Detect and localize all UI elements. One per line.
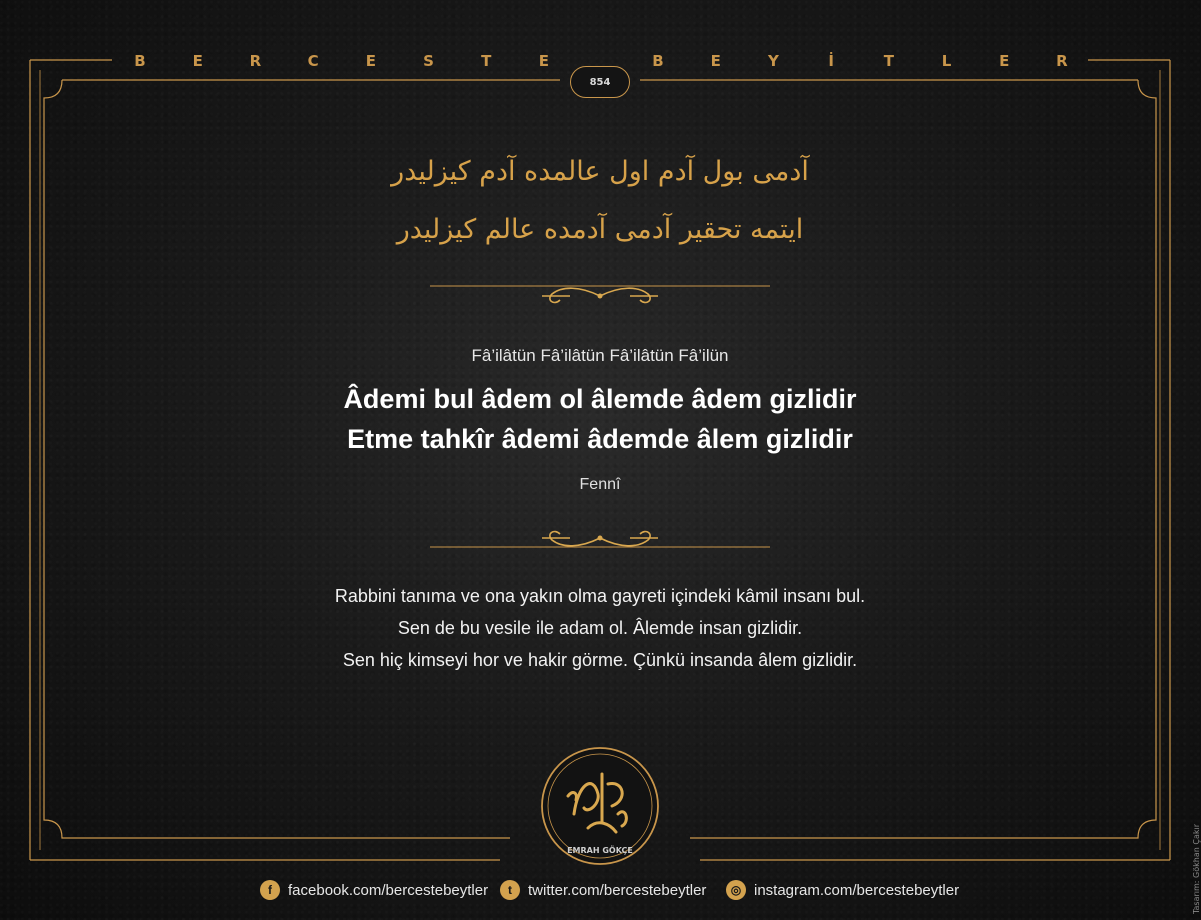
facebook-url[interactable]: facebook.com/bercestebeytler — [288, 881, 489, 899]
title-letter: S — [423, 52, 434, 70]
instagram-url[interactable]: instagram.com/bercestebeytler — [754, 881, 960, 899]
arabic-line-1: آدمی بول آدم اول عالمده آدم کیزلیدر — [391, 156, 809, 187]
facebook-link[interactable] — [260, 880, 488, 900]
title-word-beyitler — [650, 52, 1070, 70]
explanation-line-2: Sen de bu vesile ile adam ol. Âlemde insan gizlidir. — [397, 618, 803, 638]
arabic-line-2: ایتمه تحقیر آدمی آدمده عالم کیزلیدر — [396, 214, 804, 245]
title-letter: R — [1056, 52, 1068, 70]
title-letter: E — [538, 52, 550, 70]
title-word-bercește — [132, 52, 552, 70]
design-credit: Tasarım: Gökhan Çakır — [1192, 824, 1201, 915]
instagram-link[interactable] — [726, 880, 959, 900]
title-letter: R — [249, 52, 262, 70]
ornament-divider-bottom — [430, 524, 770, 554]
instagram-icon: ◎ — [726, 880, 746, 900]
title-letter: T — [481, 52, 492, 70]
meter-pattern: Fâ’ilâtün Fâ’ilâtün Fâ’ilâtün Fâ’ilün — [471, 346, 729, 365]
facebook-icon: f — [260, 880, 280, 900]
title-letter: E — [710, 52, 721, 70]
verse-line-1: Âdemi bul âdem ol âlemde âdem gizlidir — [343, 384, 857, 414]
title-letter: L — [941, 52, 952, 70]
explanation-line-3: Sen hiç kimseyi hor ve hakir görme. Çünkü insanda âlem gizlidir. — [342, 650, 858, 670]
title-letter: E — [192, 52, 203, 70]
explanation-line-1: Rabbini tanıma ve ona yakın olma gayreti içindeki kâmil insanı bul. — [334, 586, 866, 606]
twitter-url[interactable]: twitter.com/bercestebeytler — [528, 881, 707, 899]
twitter-icon: t — [500, 880, 520, 900]
poet-name: Fennî — [579, 476, 621, 493]
title-letter: B — [134, 52, 146, 70]
title-letter: C — [307, 52, 319, 70]
twitter-link[interactable] — [500, 880, 706, 900]
title-letter: E — [999, 52, 1010, 70]
logo-name: EMRAH GÖKÇE — [567, 846, 633, 855]
ornament-divider-top — [430, 282, 770, 312]
couplet-number-badge: 854 — [570, 66, 630, 98]
title-letter: Y — [767, 52, 779, 70]
title-letter: E — [365, 52, 376, 70]
title-letter: B — [652, 52, 664, 70]
title-letter: T — [883, 52, 894, 70]
verse-line-2: Etme tahkîr âdemi âdemde âlem gizlidir — [347, 424, 853, 454]
title-letter: İ — [828, 52, 834, 70]
